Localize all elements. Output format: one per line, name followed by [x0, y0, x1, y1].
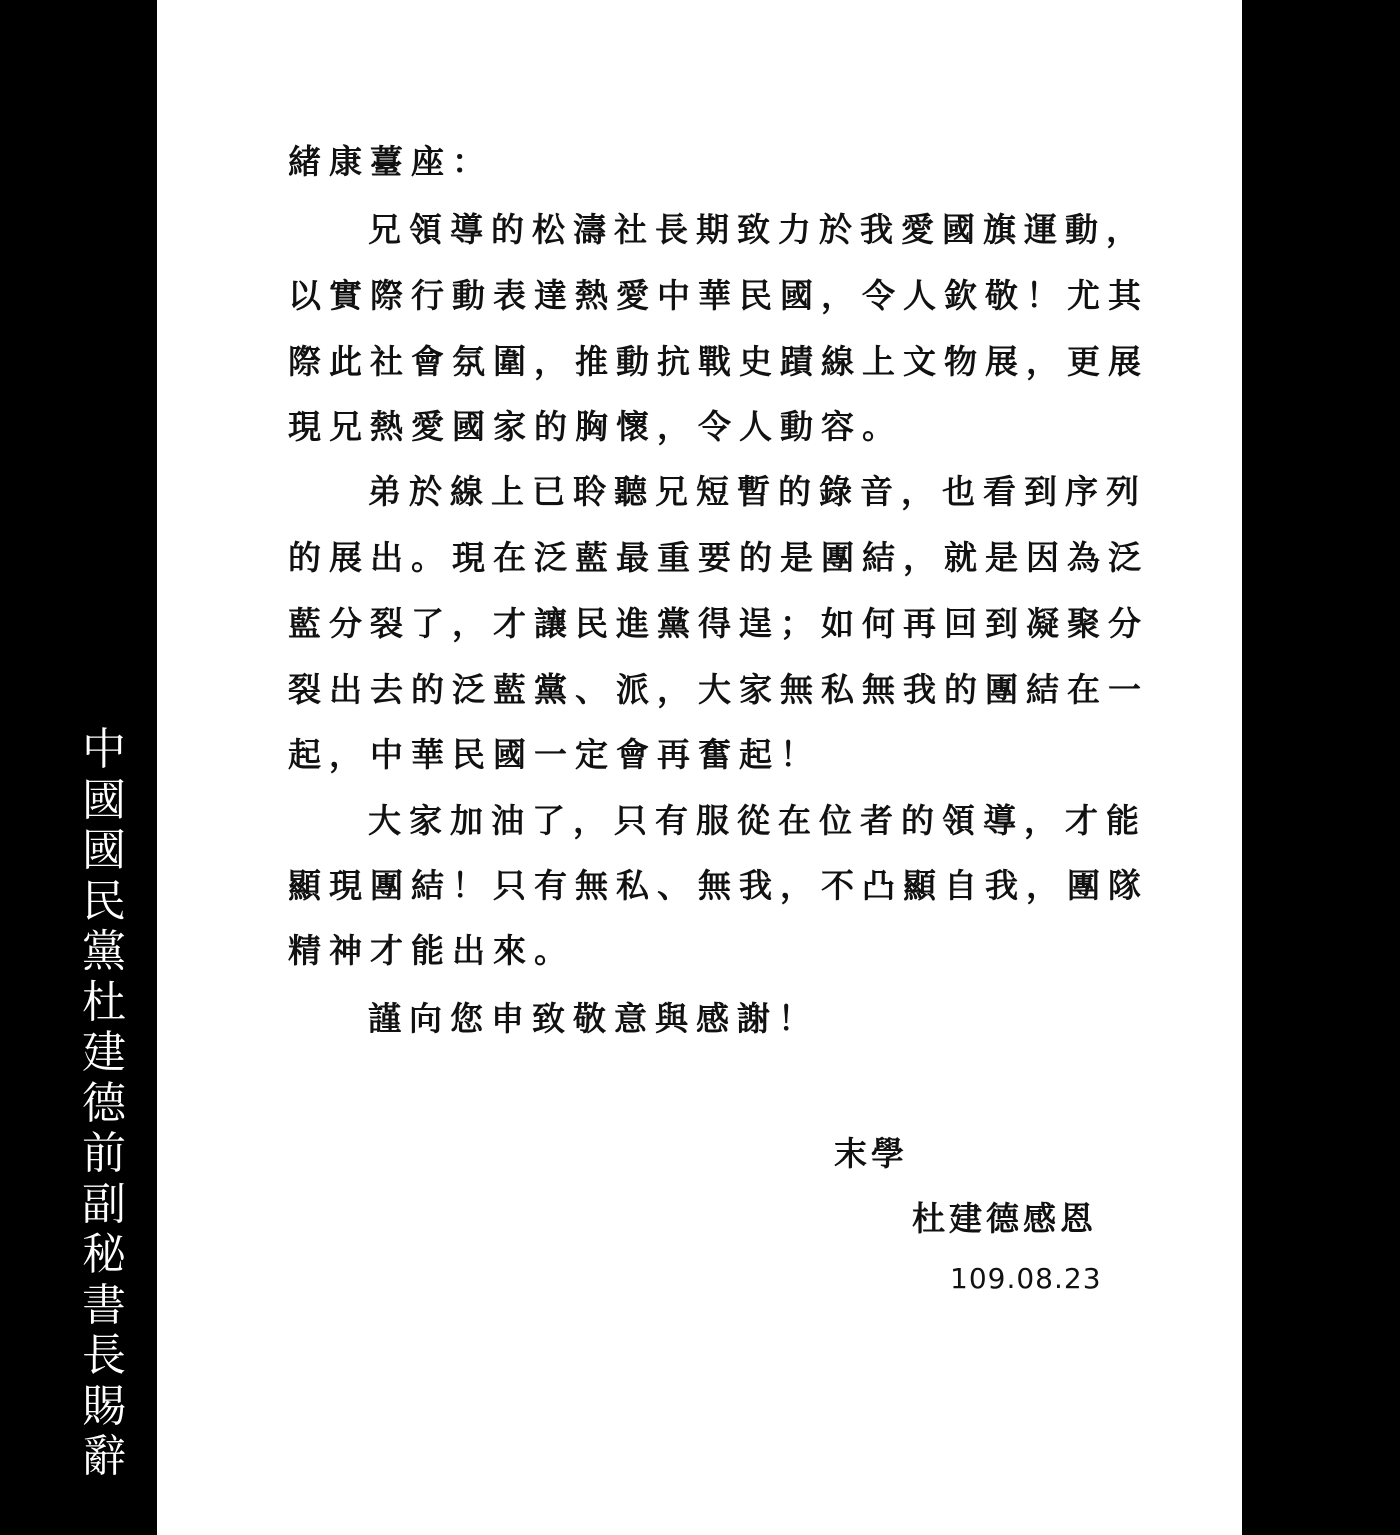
- caption-char: 前: [82, 1128, 126, 1179]
- caption-char: 長: [82, 1330, 126, 1381]
- paragraph-line: 弟於線上已聆聽兄短暫的錄音，也看到序列: [368, 472, 1147, 511]
- paragraph-line: 以實際行動表達熱愛中華民國，令人欽敬！尤其: [288, 276, 1149, 315]
- paragraph-line: 謹向您申致敬意與感謝！: [368, 999, 819, 1038]
- caption-char: 民: [82, 875, 126, 927]
- closing: 末學: [834, 1134, 908, 1173]
- caption-char: 國: [82, 825, 126, 876]
- paragraph-line: 現兄熱愛國家的胸懷，令人動容。: [288, 407, 903, 446]
- letter-date: 109.08.23: [950, 1262, 1102, 1295]
- caption-char: 德: [82, 1077, 126, 1129]
- paragraph-line: 精神才能出來。: [288, 931, 575, 970]
- paragraph-line: 起，中華民國一定會再奮起！: [288, 735, 821, 774]
- caption-char: 建: [82, 1027, 126, 1078]
- paragraph-line: 藍分裂了，才讓民進黨得逞；如何再回到凝聚分: [288, 604, 1149, 643]
- salutation: 緒康薹座：: [288, 142, 493, 181]
- paragraph-line: 的展出。現在泛藍最重要的是團結，就是因為泛: [288, 538, 1149, 577]
- signature: 杜建德感恩: [912, 1199, 1097, 1238]
- caption-char: 黨: [82, 926, 126, 977]
- caption-char: 秘: [82, 1229, 126, 1280]
- paragraph-line: 際此社會氛圍，推動抗戰史蹟線上文物展，更展: [288, 342, 1149, 381]
- caption-char: 書: [82, 1279, 126, 1331]
- caption-char: 副: [82, 1178, 126, 1230]
- caption-char: 賜: [82, 1380, 126, 1432]
- paragraph-line: 大家加油了，只有服從在位者的領導，才能: [368, 801, 1147, 840]
- paragraph-line: 裂出去的泛藍黨、派，大家無私無我的團結在一: [288, 670, 1149, 709]
- paragraph-line: 顯現團結！只有無私、無我，不凸顯自我，團隊: [288, 866, 1149, 905]
- caption-char: 辭: [82, 1431, 126, 1482]
- paragraph-line: 兄領導的松濤社長期致力於我愛國旗運動，: [368, 210, 1147, 249]
- caption-char: 中: [82, 724, 126, 775]
- caption-char: 國: [82, 774, 126, 826]
- caption-char: 杜: [82, 976, 126, 1028]
- vertical-caption: [72, 725, 136, 1483]
